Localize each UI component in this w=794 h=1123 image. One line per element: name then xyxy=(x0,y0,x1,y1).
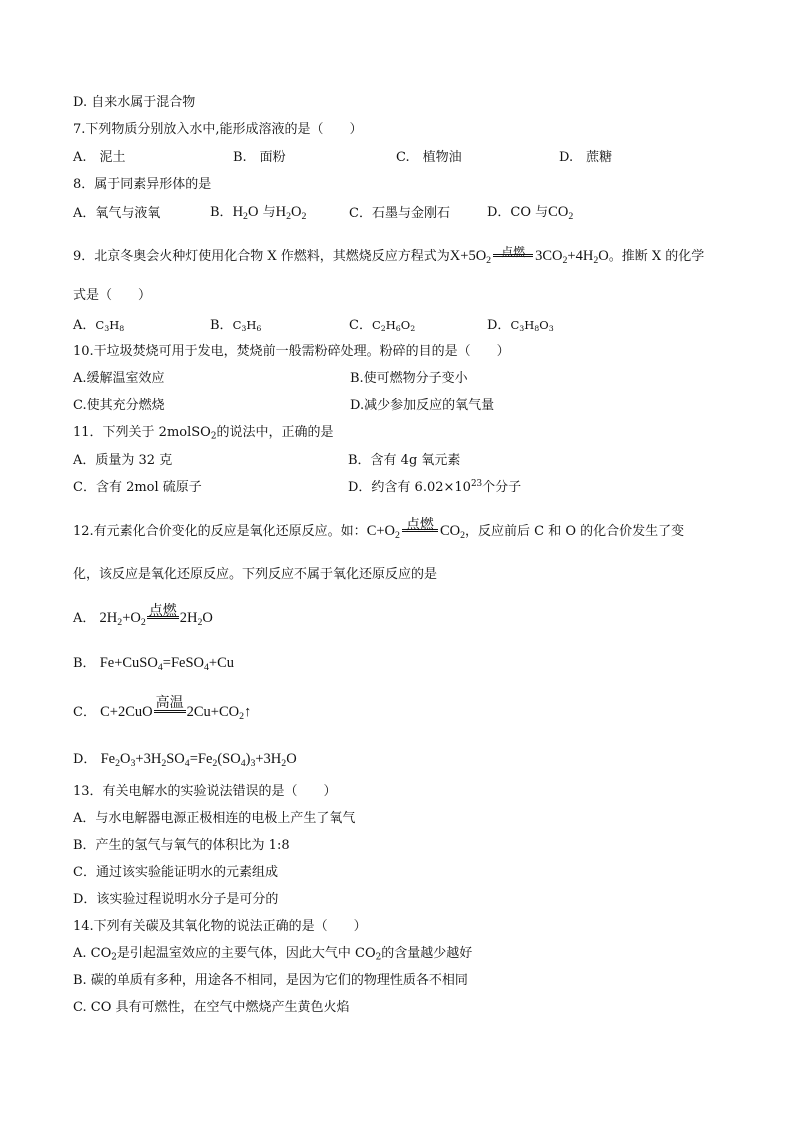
q11-option-b: B．含有 4g 氧元素 xyxy=(348,453,461,468)
q14-option-c: C. CO 具有可燃性，在空气中燃烧产生黄色火焰 xyxy=(73,1000,350,1015)
q9-option-c: C．$C_2H_6O_2$ xyxy=(349,318,416,334)
q9-option-b: B．$C_3H_6$ xyxy=(210,318,262,334)
q8-stem: 8．属于同素异形体的是 xyxy=(73,177,212,192)
q8-option-b: B．$H_2O$ 与$H_2O_2$ xyxy=(210,204,307,222)
q11-stem: 11．下列关于 2molSO$_2$的说法中，正确的是 xyxy=(73,425,334,442)
q8-option-a: A．氧气与液氧 xyxy=(73,206,161,221)
reaction-condition-arrow: 点燃 xyxy=(402,532,438,535)
reaction-condition-arrow: 点燃 xyxy=(148,603,177,619)
q11-option-a: A．质量为 32 克 xyxy=(73,453,173,468)
q9-stem: 9．北京冬奥会火种灯使用化合物 X 作燃料，其燃烧反应方程式为$X+5O_2$ 点燃 $3CO_2+4H_2O$。推断 X 的化学 xyxy=(73,245,705,266)
q9-option-a: A．$C_3H_8$ xyxy=(73,318,125,334)
q8-option-c: C．石墨与金刚石 xyxy=(349,206,450,221)
q7-option-b: B. 面粉 xyxy=(233,150,286,165)
q12-stem-line2: 化，该反应是氧化还原反应。下列反应不属于氧化还原反应的是 xyxy=(73,567,438,582)
q7-option-a: A. 泥土 xyxy=(73,150,126,165)
q10-stem: 10.干垃圾焚烧可用于发电，焚烧前一般需粉碎处理。粉碎的目的是（ ） xyxy=(73,344,510,359)
q10-option-d: D.减少参加反应的氧气量 xyxy=(350,398,495,413)
q12-option-a: A． $2H_2+O_2$ 点燃 $2H_2O$ xyxy=(73,603,213,628)
q7-stem: 7.下列物质分别放入水中,能形成溶液的是（ ） xyxy=(73,122,363,137)
reaction-condition-arrow: 点燃 xyxy=(493,257,533,260)
q11-option-d: D．约含有 $6.02\times 10^{23}$个分子 xyxy=(348,479,522,495)
q13-option-c: C．通过该实验能证明水的元素组成 xyxy=(73,865,278,880)
reaction-condition-arrow: 高温 xyxy=(155,695,184,711)
q10-option-a: A.缓解温室效应 xyxy=(73,371,165,386)
q14-option-a: A. $CO_2$是引起温室效应的主要气体，因此大气中 $CO_2$的含量越少越好 xyxy=(73,946,473,963)
q7-option-d: D. 蔗糖 xyxy=(559,150,613,165)
q10-option-c: C.使其充分燃烧 xyxy=(73,398,165,413)
q13-option-a: A．与水电解器电源正极相连的电极上产生了氧气 xyxy=(73,811,356,826)
q7-option-c: C. 植物油 xyxy=(396,150,462,165)
q13-option-d: D．该实验过程说明水分子是可分的 xyxy=(73,892,279,907)
q11-option-c: C．含有 2mol 硫原子 xyxy=(73,480,202,495)
q12-stem: 12.有元素化合价变化的反应是氧化还原反应。如：$C+O_2$ 点燃 $CO_2$，反应前后 C 和 O 的化合价发生了变 xyxy=(73,517,685,541)
q12-option-b: B． Fe+CuSO$_4$=FeSO$_4$+Cu xyxy=(73,655,235,673)
q12-option-d: D． $Fe_2O_3+3H_2SO_4=Fe_2(SO_4)_3+3H_2O$ xyxy=(73,751,297,769)
q14-option-b: B. 碳的单质有多种，用途各不相同，是因为它们的物理性质各不相同 xyxy=(73,973,468,988)
q9-stem-line2: 式是（ ） xyxy=(73,288,152,303)
q9-option-d: D．$C_3H_8O_3$ xyxy=(487,318,554,334)
q8-option-d: D．CO 与$CO_2$ xyxy=(487,204,574,222)
q12-option-c: C． C+2CuO 高温 $2Cu+CO_2↑$ xyxy=(73,695,252,722)
q10-option-b: B.使可燃物分子变小 xyxy=(350,371,468,386)
q13-stem: 13．有关电解水的实验说法错误的是（ ） xyxy=(73,784,337,799)
q14-stem: 14.下列有关碳及其氧化物的说法正确的是（ ） xyxy=(73,919,367,934)
q6-option-d: D. 自来水属于混合物 xyxy=(73,95,196,110)
q13-option-b: B．产生的氢气与氧气的体积比为 1:8 xyxy=(73,838,290,853)
